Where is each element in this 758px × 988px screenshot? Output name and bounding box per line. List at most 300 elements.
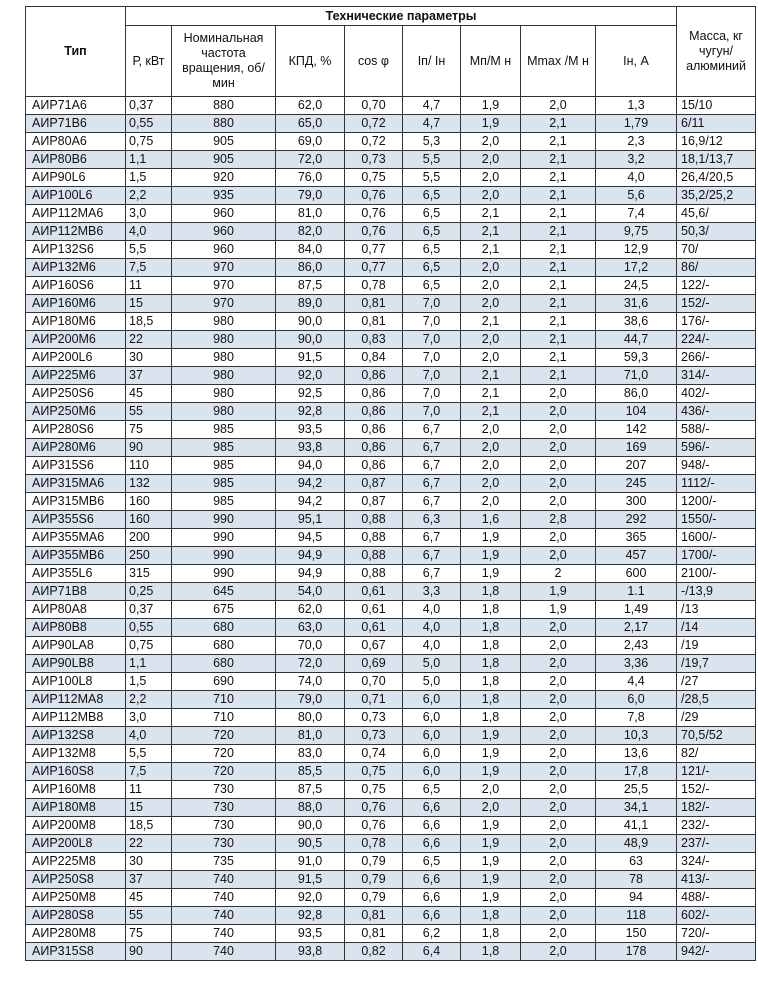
cell-rated-current: 31,6 [596, 295, 677, 313]
cell-efficiency: 95,1 [276, 511, 345, 529]
header-power: Р, кВт [126, 26, 172, 97]
cell-efficiency: 76,0 [276, 169, 345, 187]
cell-mass: 314/- [677, 367, 756, 385]
cell-mass: 237/- [677, 835, 756, 853]
cell-efficiency: 86,0 [276, 259, 345, 277]
cell-start-torque-ratio: 2,0 [461, 475, 521, 493]
cell-mass: /19 [677, 637, 756, 655]
cell-efficiency: 69,0 [276, 133, 345, 151]
cell-start-torque-ratio: 1,8 [461, 637, 521, 655]
cell-efficiency: 94,5 [276, 529, 345, 547]
cell-rated-current: 1,49 [596, 601, 677, 619]
table-row [26, 601, 756, 619]
cell-mass: 224/- [677, 331, 756, 349]
table-row [26, 817, 756, 835]
cell-start-torque-ratio: 2,0 [461, 799, 521, 817]
cell-speed: 990 [172, 511, 276, 529]
cell-power: 30 [126, 853, 172, 871]
cell-cos-phi: 0,88 [345, 565, 403, 583]
cell-type: АИР112МА6 [26, 205, 126, 223]
cell-cos-phi: 0,88 [345, 529, 403, 547]
cell-start-current-ratio: 6,0 [403, 727, 461, 745]
cell-rated-current: 4,0 [596, 169, 677, 187]
cell-type: АИР250М6 [26, 403, 126, 421]
cell-max-torque-ratio: 2,0 [521, 745, 596, 763]
cell-start-torque-ratio: 1,9 [461, 763, 521, 781]
cell-rated-current: 178 [596, 943, 677, 961]
cell-mass: 1700/- [677, 547, 756, 565]
cell-efficiency: 65,0 [276, 115, 345, 133]
cell-power: 2,2 [126, 691, 172, 709]
cell-cos-phi: 0,79 [345, 853, 403, 871]
table-row [26, 349, 756, 367]
cell-type: АИР71А6 [26, 97, 126, 115]
cell-cos-phi: 0,74 [345, 745, 403, 763]
cell-type: АИР355МВ6 [26, 547, 126, 565]
cell-efficiency: 94,2 [276, 493, 345, 511]
cell-type: АИР100L8 [26, 673, 126, 691]
cell-rated-current: 94 [596, 889, 677, 907]
cell-efficiency: 92,8 [276, 403, 345, 421]
cell-power: 37 [126, 367, 172, 385]
cell-mass: 152/- [677, 781, 756, 799]
cell-cos-phi: 0,61 [345, 619, 403, 637]
cell-type: АИР160S8 [26, 763, 126, 781]
cell-mass: 45,6/ [677, 205, 756, 223]
cell-cos-phi: 0,76 [345, 205, 403, 223]
cell-type: АИР225М6 [26, 367, 126, 385]
cell-speed: 970 [172, 259, 276, 277]
cell-cos-phi: 0,75 [345, 763, 403, 781]
cell-start-torque-ratio: 2,0 [461, 151, 521, 169]
table-row [26, 313, 756, 331]
cell-mass: 35,2/25,2 [677, 187, 756, 205]
cell-start-torque-ratio: 1,9 [461, 835, 521, 853]
cell-mass: 50,3/ [677, 223, 756, 241]
cell-efficiency: 85,5 [276, 763, 345, 781]
cell-speed: 985 [172, 493, 276, 511]
cell-start-current-ratio: 6,7 [403, 547, 461, 565]
cell-mass: 70,5/52 [677, 727, 756, 745]
cell-power: 0,37 [126, 601, 172, 619]
cell-rated-current: 3,36 [596, 655, 677, 673]
cell-rated-current: 207 [596, 457, 677, 475]
cell-start-torque-ratio: 1,9 [461, 817, 521, 835]
table-row [26, 367, 756, 385]
cell-type: АИР225М8 [26, 853, 126, 871]
cell-start-current-ratio: 6,5 [403, 241, 461, 259]
cell-cos-phi: 0,87 [345, 493, 403, 511]
cell-rated-current: 6,0 [596, 691, 677, 709]
cell-speed: 730 [172, 799, 276, 817]
cell-type: АИР160М8 [26, 781, 126, 799]
cell-speed: 740 [172, 925, 276, 943]
cell-start-torque-ratio: 2,0 [461, 331, 521, 349]
cell-efficiency: 74,0 [276, 673, 345, 691]
table-row [26, 781, 756, 799]
table-row [26, 745, 756, 763]
cell-speed: 980 [172, 367, 276, 385]
cell-efficiency: 80,0 [276, 709, 345, 727]
cell-cos-phi: 0,76 [345, 817, 403, 835]
cell-power: 55 [126, 907, 172, 925]
cell-max-torque-ratio: 2,0 [521, 493, 596, 511]
cell-start-current-ratio: 6,7 [403, 529, 461, 547]
cell-speed: 880 [172, 97, 276, 115]
cell-rated-current: 17,2 [596, 259, 677, 277]
cell-speed: 985 [172, 475, 276, 493]
table-row [26, 151, 756, 169]
cell-start-current-ratio: 6,7 [403, 475, 461, 493]
header-max-torque-ratio: Mmax /М н [521, 26, 596, 97]
cell-max-torque-ratio: 2,0 [521, 799, 596, 817]
cell-power: 75 [126, 421, 172, 439]
cell-rated-current: 12,9 [596, 241, 677, 259]
cell-speed: 980 [172, 385, 276, 403]
cell-power: 160 [126, 511, 172, 529]
cell-start-current-ratio: 6,0 [403, 709, 461, 727]
cell-cos-phi: 0,86 [345, 367, 403, 385]
cell-speed: 730 [172, 835, 276, 853]
cell-start-current-ratio: 4,0 [403, 601, 461, 619]
cell-rated-current: 1,79 [596, 115, 677, 133]
header-start-torque-ratio: Мп/М н [461, 26, 521, 97]
table-row [26, 691, 756, 709]
cell-rated-current: 24,5 [596, 277, 677, 295]
cell-max-torque-ratio: 2,0 [521, 619, 596, 637]
cell-efficiency: 94,2 [276, 475, 345, 493]
cell-speed: 730 [172, 817, 276, 835]
cell-power: 30 [126, 349, 172, 367]
cell-start-current-ratio: 6,6 [403, 799, 461, 817]
cell-speed: 720 [172, 727, 276, 745]
cell-max-torque-ratio: 2,0 [521, 817, 596, 835]
cell-max-torque-ratio: 2,0 [521, 403, 596, 421]
table-row [26, 799, 756, 817]
cell-speed: 960 [172, 205, 276, 223]
cell-mass: 266/- [677, 349, 756, 367]
cell-speed: 740 [172, 871, 276, 889]
table-row [26, 475, 756, 493]
cell-max-torque-ratio: 2,0 [521, 907, 596, 925]
cell-mass: /28,5 [677, 691, 756, 709]
cell-cos-phi: 0,73 [345, 709, 403, 727]
cell-rated-current: 142 [596, 421, 677, 439]
cell-cos-phi: 0,81 [345, 907, 403, 925]
cell-mass: 2100/- [677, 565, 756, 583]
cell-rated-current: 150 [596, 925, 677, 943]
table-row [26, 169, 756, 187]
cell-start-torque-ratio: 2,1 [461, 205, 521, 223]
cell-speed: 740 [172, 907, 276, 925]
cell-mass: 232/- [677, 817, 756, 835]
cell-max-torque-ratio: 2,0 [521, 889, 596, 907]
cell-max-torque-ratio: 2,0 [521, 385, 596, 403]
cell-rated-current: 78 [596, 871, 677, 889]
cell-power: 45 [126, 889, 172, 907]
cell-type: АИР132М6 [26, 259, 126, 277]
table-header [26, 7, 756, 97]
cell-speed: 710 [172, 691, 276, 709]
cell-start-current-ratio: 5,0 [403, 655, 461, 673]
cell-max-torque-ratio: 2,0 [521, 691, 596, 709]
cell-rated-current: 600 [596, 565, 677, 583]
cell-power: 110 [126, 457, 172, 475]
cell-type: АИР90LA8 [26, 637, 126, 655]
cell-mass: -/13,9 [677, 583, 756, 601]
cell-rated-current: 71,0 [596, 367, 677, 385]
cell-cos-phi: 0,87 [345, 475, 403, 493]
cell-start-current-ratio: 7,0 [403, 295, 461, 313]
cell-max-torque-ratio: 2,8 [521, 511, 596, 529]
cell-cos-phi: 0,61 [345, 601, 403, 619]
cell-max-torque-ratio: 2,0 [521, 943, 596, 961]
table-row [26, 115, 756, 133]
cell-max-torque-ratio: 2,0 [521, 97, 596, 115]
cell-type: АИР315S8 [26, 943, 126, 961]
cell-start-current-ratio: 6,7 [403, 493, 461, 511]
cell-cos-phi: 0,70 [345, 97, 403, 115]
cell-speed: 740 [172, 943, 276, 961]
header-efficiency: КПД, % [276, 26, 345, 97]
cell-cos-phi: 0,81 [345, 925, 403, 943]
cell-max-torque-ratio: 2,0 [521, 637, 596, 655]
cell-cos-phi: 0,77 [345, 259, 403, 277]
cell-max-torque-ratio: 1,9 [521, 601, 596, 619]
header-start-current-ratio: Iп/ Iн [403, 26, 461, 97]
cell-mass: 15/10 [677, 97, 756, 115]
cell-efficiency: 87,5 [276, 781, 345, 799]
cell-rated-current: 10,3 [596, 727, 677, 745]
cell-rated-current: 9,75 [596, 223, 677, 241]
cell-start-torque-ratio: 1,9 [461, 889, 521, 907]
table-row [26, 673, 756, 691]
cell-start-current-ratio: 6,5 [403, 187, 461, 205]
table-row [26, 655, 756, 673]
cell-power: 11 [126, 277, 172, 295]
cell-power: 0,75 [126, 637, 172, 655]
cell-rated-current: 169 [596, 439, 677, 457]
cell-start-torque-ratio: 1,9 [461, 529, 521, 547]
cell-start-current-ratio: 6,0 [403, 763, 461, 781]
cell-power: 18,5 [126, 817, 172, 835]
cell-rated-current: 25,5 [596, 781, 677, 799]
cell-speed: 990 [172, 529, 276, 547]
cell-max-torque-ratio: 2,0 [521, 439, 596, 457]
cell-max-torque-ratio: 2,0 [521, 853, 596, 871]
cell-start-torque-ratio: 2,0 [461, 259, 521, 277]
cell-power: 132 [126, 475, 172, 493]
cell-efficiency: 82,0 [276, 223, 345, 241]
cell-power: 3,0 [126, 709, 172, 727]
cell-start-torque-ratio: 1,9 [461, 871, 521, 889]
cell-type: АИР180М8 [26, 799, 126, 817]
cell-max-torque-ratio: 2,0 [521, 709, 596, 727]
cell-start-current-ratio: 4,7 [403, 115, 461, 133]
cell-start-torque-ratio: 1,6 [461, 511, 521, 529]
cell-max-torque-ratio: 2,1 [521, 259, 596, 277]
cell-power: 0,55 [126, 619, 172, 637]
cell-mass: /27 [677, 673, 756, 691]
table-row [26, 637, 756, 655]
cell-power: 15 [126, 799, 172, 817]
cell-start-torque-ratio: 2,1 [461, 241, 521, 259]
cell-mass: /13 [677, 601, 756, 619]
cell-power: 315 [126, 565, 172, 583]
table-row [26, 889, 756, 907]
cell-mass: 176/- [677, 313, 756, 331]
cell-power: 200 [126, 529, 172, 547]
cell-type: АИР112МВ6 [26, 223, 126, 241]
cell-cos-phi: 0,69 [345, 655, 403, 673]
cell-rated-current: 1.1 [596, 583, 677, 601]
cell-rated-current: 4,4 [596, 673, 677, 691]
cell-max-torque-ratio: 2,1 [521, 349, 596, 367]
cell-type: АИР90L6 [26, 169, 126, 187]
cell-speed: 980 [172, 403, 276, 421]
cell-efficiency: 91,0 [276, 853, 345, 871]
cell-start-torque-ratio: 2,0 [461, 439, 521, 457]
cell-type: АИР112МА8 [26, 691, 126, 709]
cell-efficiency: 79,0 [276, 691, 345, 709]
header-speed: Номинальная частота вращения, об/мин [172, 26, 276, 97]
table-row [26, 241, 756, 259]
cell-mass: 436/- [677, 403, 756, 421]
header-rated-current: Iн, А [596, 26, 677, 97]
cell-start-current-ratio: 6,4 [403, 943, 461, 961]
cell-type: АИР132М8 [26, 745, 126, 763]
cell-max-torque-ratio: 2,0 [521, 529, 596, 547]
cell-mass: 413/- [677, 871, 756, 889]
table-row [26, 511, 756, 529]
cell-mass: 16,9/12 [677, 133, 756, 151]
cell-power: 5,5 [126, 241, 172, 259]
cell-efficiency: 81,0 [276, 727, 345, 745]
cell-rated-current: 365 [596, 529, 677, 547]
cell-power: 11 [126, 781, 172, 799]
cell-max-torque-ratio: 2,1 [521, 295, 596, 313]
cell-type: АИР315S6 [26, 457, 126, 475]
table-row [26, 565, 756, 583]
cell-efficiency: 62,0 [276, 97, 345, 115]
cell-speed: 645 [172, 583, 276, 601]
cell-efficiency: 88,0 [276, 799, 345, 817]
cell-start-torque-ratio: 1,8 [461, 709, 521, 727]
cell-efficiency: 70,0 [276, 637, 345, 655]
cell-start-current-ratio: 6,5 [403, 853, 461, 871]
cell-type: АИР280S8 [26, 907, 126, 925]
cell-cos-phi: 0,81 [345, 313, 403, 331]
cell-speed: 680 [172, 655, 276, 673]
cell-power: 0,55 [126, 115, 172, 133]
cell-type: АИР132S6 [26, 241, 126, 259]
cell-mass: 86/ [677, 259, 756, 277]
table-row [26, 421, 756, 439]
cell-type: АИР315МВ6 [26, 493, 126, 511]
cell-cos-phi: 0,75 [345, 169, 403, 187]
table-row [26, 277, 756, 295]
cell-start-torque-ratio: 2,0 [461, 133, 521, 151]
cell-speed: 935 [172, 187, 276, 205]
cell-efficiency: 87,5 [276, 277, 345, 295]
cell-start-current-ratio: 6,5 [403, 259, 461, 277]
cell-efficiency: 91,5 [276, 871, 345, 889]
cell-power: 75 [126, 925, 172, 943]
cell-power: 7,5 [126, 763, 172, 781]
cell-rated-current: 1,3 [596, 97, 677, 115]
cell-cos-phi: 0,72 [345, 115, 403, 133]
cell-speed: 970 [172, 295, 276, 313]
cell-efficiency: 92,0 [276, 889, 345, 907]
cell-start-torque-ratio: 1,8 [461, 619, 521, 637]
cell-start-torque-ratio: 1,9 [461, 727, 521, 745]
cell-cos-phi: 0,86 [345, 457, 403, 475]
cell-start-torque-ratio: 1,9 [461, 547, 521, 565]
cell-rated-current: 2,17 [596, 619, 677, 637]
cell-start-torque-ratio: 1,8 [461, 655, 521, 673]
cell-efficiency: 84,0 [276, 241, 345, 259]
cell-power: 1,1 [126, 655, 172, 673]
cell-rated-current: 292 [596, 511, 677, 529]
cell-power: 0,37 [126, 97, 172, 115]
cell-mass: 720/- [677, 925, 756, 943]
table-row [26, 133, 756, 151]
cell-cos-phi: 0,86 [345, 439, 403, 457]
cell-power: 37 [126, 871, 172, 889]
cell-start-current-ratio: 7,0 [403, 367, 461, 385]
cell-power: 7,5 [126, 259, 172, 277]
cell-start-torque-ratio: 1,8 [461, 583, 521, 601]
cell-start-current-ratio: 3,3 [403, 583, 461, 601]
cell-start-torque-ratio: 2,0 [461, 457, 521, 475]
cell-speed: 880 [172, 115, 276, 133]
cell-start-torque-ratio: 1,9 [461, 115, 521, 133]
cell-power: 15 [126, 295, 172, 313]
cell-efficiency: 72,0 [276, 655, 345, 673]
cell-max-torque-ratio: 2,0 [521, 655, 596, 673]
cell-mass: 488/- [677, 889, 756, 907]
cell-speed: 985 [172, 457, 276, 475]
cell-cos-phi: 0,83 [345, 331, 403, 349]
cell-efficiency: 90,5 [276, 835, 345, 853]
cell-max-torque-ratio: 2,0 [521, 871, 596, 889]
table-row [26, 493, 756, 511]
table-row [26, 439, 756, 457]
cell-type: АИР180М6 [26, 313, 126, 331]
cell-efficiency: 54,0 [276, 583, 345, 601]
cell-start-current-ratio: 5,0 [403, 673, 461, 691]
cell-rated-current: 245 [596, 475, 677, 493]
cell-rated-current: 34,1 [596, 799, 677, 817]
cell-speed: 970 [172, 277, 276, 295]
cell-max-torque-ratio: 2,0 [521, 781, 596, 799]
cell-cos-phi: 0,88 [345, 511, 403, 529]
cell-efficiency: 83,0 [276, 745, 345, 763]
cell-start-torque-ratio: 2,1 [461, 367, 521, 385]
cell-mass: 6/11 [677, 115, 756, 133]
cell-power: 4,0 [126, 727, 172, 745]
cell-efficiency: 93,5 [276, 421, 345, 439]
cell-start-current-ratio: 5,3 [403, 133, 461, 151]
cell-power: 0,75 [126, 133, 172, 151]
cell-efficiency: 94,9 [276, 565, 345, 583]
cell-mass: 152/- [677, 295, 756, 313]
cell-max-torque-ratio: 1,9 [521, 583, 596, 601]
cell-type: АИР80А6 [26, 133, 126, 151]
cell-speed: 690 [172, 673, 276, 691]
cell-power: 55 [126, 403, 172, 421]
cell-max-torque-ratio: 2,0 [521, 835, 596, 853]
